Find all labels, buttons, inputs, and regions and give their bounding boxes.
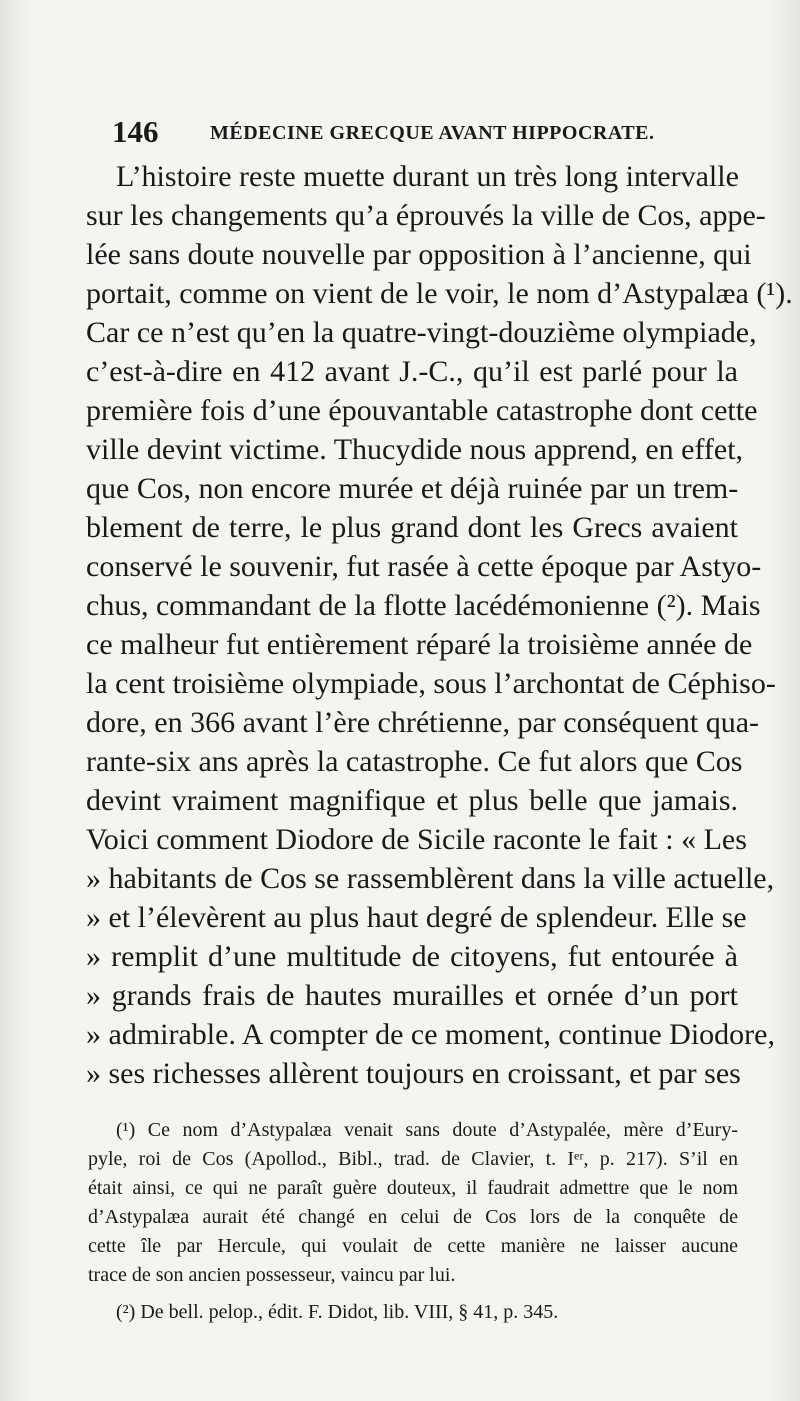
body-line: lée sans doute nouvelle par opposition à l’ancienne, qui bbox=[86, 238, 752, 271]
body-line: L’histoire reste muette durant un très long intervalle bbox=[116, 160, 739, 193]
body-line: chus, commandant de la flotte lacédémonienne (²). Mais bbox=[86, 589, 761, 622]
body-line: portait, comme on vient de le voir, le nom d’Astypalæa (¹). bbox=[86, 277, 793, 310]
body-line: dore, en 366 avant l’ère chrétienne, par conséquent qua- bbox=[86, 706, 760, 739]
body-line: ville devint victime. Thucydide nous apprend, en effet, bbox=[86, 433, 744, 466]
footnote-1-line: cette île par Hercule, qui voulait de cette manière ne laisser aucune bbox=[88, 1235, 738, 1257]
body-text bbox=[86, 157, 793, 1093]
body-line: » habitants de Cos se rassemblèrent dans la ville actuelle, bbox=[86, 862, 775, 895]
body-line: » grands frais de hautes murailles et ornée d’un port bbox=[86, 979, 738, 1012]
body-line: conservé le souvenir, fut rasée à cette époque par Astyo- bbox=[86, 550, 762, 583]
body-line: ce malheur fut entièrement réparé la troisième année de bbox=[86, 628, 753, 661]
footnote-1-line: d’Astypalæa aurait été changé en celui de Cos lors de la conquête de bbox=[88, 1206, 738, 1228]
body-line: sur les changements qu’a éprouvés la ville de Cos, appe- bbox=[86, 199, 766, 232]
footnote-1-line: (¹) Ce nom d’Astypalæa venait sans doute d’Astypalée, mère d’Eury- bbox=[116, 1119, 738, 1141]
footnote-1-line: pyle, roi de Cos (Apollod., Bibl., trad. de Clavier, t. Iᵉʳ, p. 217). S’il en bbox=[88, 1148, 738, 1170]
body-line: devint vraiment magnifique et plus belle que jamais. bbox=[86, 784, 738, 817]
body-line: Voici comment Diodore de Sicile raconte le fait : « Les bbox=[86, 823, 747, 856]
body-line: c’est-à-dire en 412 avant J.-C., qu’il est parlé pour la bbox=[86, 355, 738, 388]
body-line: » et l’élevèrent au plus haut degré de splendeur. Elle se bbox=[86, 901, 747, 934]
body-line: Car ce n’est qu’en la quatre-vingt-douzième olympiade, bbox=[86, 316, 757, 349]
footnote-2: (²) De bell. pelop., édit. F. Didot, lib. VIII, § 41, p. 345. bbox=[116, 1301, 559, 1323]
footnote-1-line: trace de son ancien possesseur, vaincu par lui. bbox=[88, 1264, 456, 1286]
running-title: MÉDECINE GRECQUE AVANT HIPPOCRATE. bbox=[210, 122, 655, 144]
body-line: première fois d’une épouvantable catastrophe dont cette bbox=[86, 394, 758, 427]
body-line: que Cos, non encore murée et déjà ruinée par un trem- bbox=[86, 472, 739, 505]
body-line: » remplit d’une multitude de citoyens, fut entourée à bbox=[86, 940, 738, 973]
body-line: » admirable. A compter de ce moment, continue Diodore, bbox=[86, 1018, 775, 1051]
footnote-1-line: était ainsi, ce qui ne paraît guère douteux, il faudrait admettre que le nom bbox=[88, 1177, 738, 1199]
body-line: rante-six ans après la catastrophe. Ce fut alors que Cos bbox=[86, 745, 743, 778]
body-line: blement de terre, le plus grand dont les Grecs avaient bbox=[86, 511, 738, 544]
footnotes bbox=[88, 1116, 738, 1327]
body-line: » ses richesses allèrent toujours en croissant, et par ses bbox=[86, 1057, 741, 1090]
page-number: 146 bbox=[112, 114, 159, 149]
page-header bbox=[112, 114, 732, 150]
body-line: la cent troisième olympiade, sous l’archontat de Céphiso- bbox=[86, 667, 776, 700]
